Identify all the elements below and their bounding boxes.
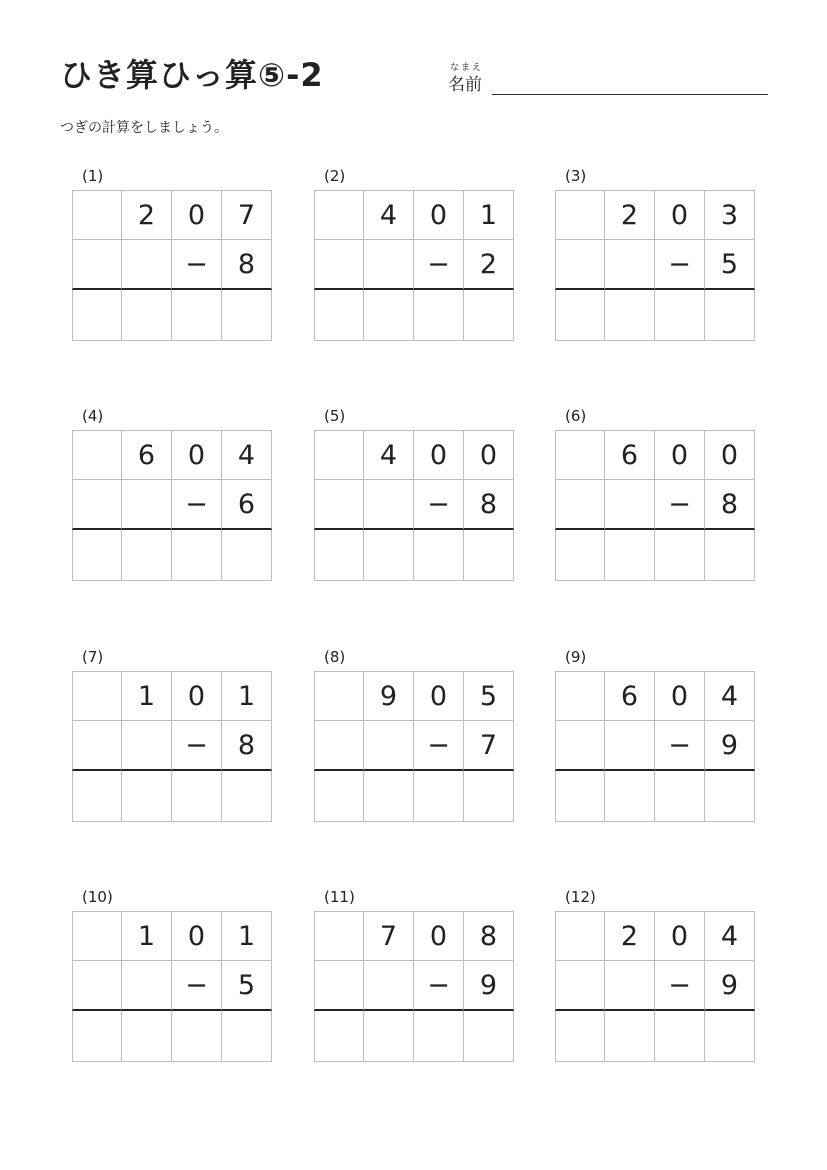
problem-label: (2)	[324, 167, 346, 185]
subtrahend-digit-cell	[555, 721, 605, 771]
minuend-digit-cell: 2	[605, 911, 655, 961]
minuend-digit-cell: 0	[655, 430, 705, 480]
minuend-digit-cell: 4	[705, 911, 755, 961]
minuend-digit-cell	[555, 430, 605, 480]
minuend-digit-cell	[314, 911, 364, 961]
answer-cell[interactable]	[172, 1011, 222, 1062]
minuend-digit-cell	[72, 430, 122, 480]
calculation-grid	[314, 911, 514, 1062]
answer-cell[interactable]	[705, 290, 755, 341]
answer-cell[interactable]	[555, 530, 605, 581]
problem-5	[314, 407, 514, 583]
answer-cell[interactable]	[605, 290, 655, 341]
subtrahend-digit-cell	[555, 961, 605, 1011]
minuend-digit-cell: 1	[464, 190, 514, 240]
minuend-digit-cell: 0	[172, 430, 222, 480]
minus-sign: −	[172, 480, 222, 530]
minus-sign: −	[172, 961, 222, 1011]
minuend-digit-cell: 1	[122, 671, 172, 721]
problem-4	[72, 407, 272, 583]
name-ruby: なまえ	[450, 63, 484, 73]
subtrahend-digit-cell	[364, 480, 414, 530]
answer-cell[interactable]	[605, 1011, 655, 1062]
subtrahend-digit-cell	[605, 961, 655, 1011]
calculation-grid	[72, 911, 272, 1062]
calculation-grid	[555, 430, 755, 581]
answer-cell[interactable]	[72, 530, 122, 581]
minuend-digit-cell: 0	[172, 190, 222, 240]
answer-cell[interactable]	[222, 290, 272, 341]
answer-cell[interactable]	[605, 771, 655, 822]
answer-cell[interactable]	[605, 530, 655, 581]
minuend-digit-cell	[314, 430, 364, 480]
minus-sign: −	[414, 240, 464, 290]
minuend-digit-cell: 6	[122, 430, 172, 480]
calculation-grid	[72, 671, 272, 822]
subtrahend-digit-cell: 8	[464, 480, 514, 530]
problem-label: (12)	[565, 888, 596, 906]
answer-cell[interactable]	[222, 1011, 272, 1062]
subtrahend-digit-cell	[122, 240, 172, 290]
problem-8	[314, 648, 514, 824]
problem-label: (10)	[82, 888, 113, 906]
answer-cell[interactable]	[705, 1011, 755, 1062]
subtrahend-digit-cell: 9	[705, 721, 755, 771]
subtrahend-digit-cell	[605, 721, 655, 771]
subtrahend-digit-cell: 7	[464, 721, 514, 771]
answer-cell[interactable]	[464, 1011, 514, 1062]
minuend-digit-cell: 0	[655, 190, 705, 240]
minus-sign: −	[655, 480, 705, 530]
answer-cell[interactable]	[655, 530, 705, 581]
subtrahend-digit-cell	[364, 721, 414, 771]
subtrahend-digit-cell: 9	[464, 961, 514, 1011]
problem-12	[555, 888, 755, 1064]
answer-cell[interactable]	[655, 1011, 705, 1062]
minus-sign: −	[414, 480, 464, 530]
answer-cell[interactable]	[464, 771, 514, 822]
answer-cell[interactable]	[222, 771, 272, 822]
minuend-digit-cell: 5	[464, 671, 514, 721]
subtrahend-digit-cell	[555, 240, 605, 290]
problem-label: (9)	[565, 648, 587, 666]
minuend-digit-cell: 1	[222, 911, 272, 961]
subtrahend-digit-cell: 8	[222, 721, 272, 771]
minuend-digit-cell: 8	[464, 911, 514, 961]
answer-cell[interactable]	[122, 1011, 172, 1062]
minuend-digit-cell: 3	[705, 190, 755, 240]
subtrahend-digit-cell	[72, 240, 122, 290]
minuend-digit-cell	[314, 190, 364, 240]
answer-cell[interactable]	[314, 1011, 364, 1062]
answer-cell[interactable]	[364, 1011, 414, 1062]
answer-cell[interactable]	[122, 290, 172, 341]
answer-cell[interactable]	[464, 290, 514, 341]
answer-cell[interactable]	[655, 771, 705, 822]
subtrahend-digit-cell	[122, 721, 172, 771]
problem-label: (1)	[82, 167, 104, 185]
answer-cell[interactable]	[172, 771, 222, 822]
subtrahend-digit-cell	[314, 961, 364, 1011]
minus-sign: −	[655, 721, 705, 771]
minuend-digit-cell	[314, 671, 364, 721]
problem-label: (4)	[82, 407, 104, 425]
minuend-digit-cell: 9	[364, 671, 414, 721]
subtrahend-digit-cell: 5	[705, 240, 755, 290]
answer-cell[interactable]	[364, 290, 414, 341]
answer-cell[interactable]	[555, 771, 605, 822]
problem-label: (11)	[324, 888, 355, 906]
subtrahend-digit-cell	[555, 480, 605, 530]
worksheet-title: ひき算ひっ算⑤-2	[60, 56, 324, 94]
problem-9	[555, 648, 755, 824]
minuend-digit-cell: 0	[464, 430, 514, 480]
calculation-grid	[555, 911, 755, 1062]
minuend-digit-cell	[72, 671, 122, 721]
minuend-digit-cell: 0	[172, 911, 222, 961]
answer-cell[interactable]	[314, 530, 364, 581]
minuend-digit-cell: 4	[364, 190, 414, 240]
minuend-digit-cell: 0	[414, 430, 464, 480]
minuend-digit-cell: 0	[172, 671, 222, 721]
minuend-digit-cell: 0	[414, 671, 464, 721]
answer-cell[interactable]	[705, 530, 755, 581]
answer-cell[interactable]	[414, 530, 464, 581]
name-write-line[interactable]	[492, 94, 768, 95]
minuend-digit-cell: 4	[705, 671, 755, 721]
subtrahend-digit-cell: 8	[222, 240, 272, 290]
minuend-digit-cell: 1	[222, 671, 272, 721]
minus-sign: −	[172, 240, 222, 290]
subtrahend-digit-cell	[605, 480, 655, 530]
minuend-digit-cell	[555, 911, 605, 961]
name-label: 名前	[448, 75, 482, 95]
problem-label: (7)	[82, 648, 104, 666]
answer-cell[interactable]	[555, 290, 605, 341]
answer-cell[interactable]	[414, 771, 464, 822]
calculation-grid	[555, 671, 755, 822]
problem-3	[555, 167, 755, 343]
calculation-grid	[314, 671, 514, 822]
subtrahend-digit-cell	[72, 721, 122, 771]
answer-cell[interactable]	[72, 771, 122, 822]
minus-sign: −	[655, 240, 705, 290]
answer-cell[interactable]	[364, 771, 414, 822]
minuend-digit-cell	[555, 190, 605, 240]
problem-2	[314, 167, 514, 343]
subtrahend-digit-cell	[72, 480, 122, 530]
minuend-digit-cell: 0	[655, 911, 705, 961]
minus-sign: −	[414, 721, 464, 771]
minuend-digit-cell: 6	[605, 430, 655, 480]
subtrahend-digit-cell	[122, 961, 172, 1011]
answer-cell[interactable]	[314, 290, 364, 341]
subtrahend-digit-cell	[364, 961, 414, 1011]
answer-cell[interactable]	[414, 290, 464, 341]
calculation-grid	[555, 190, 755, 341]
problem-label: (8)	[324, 648, 346, 666]
calculation-grid	[314, 190, 514, 341]
subtrahend-digit-cell	[314, 240, 364, 290]
problem-7	[72, 648, 272, 824]
answer-cell[interactable]	[172, 530, 222, 581]
answer-cell[interactable]	[122, 771, 172, 822]
minuend-digit-cell: 2	[605, 190, 655, 240]
calculation-grid	[314, 430, 514, 581]
minuend-digit-cell: 1	[122, 911, 172, 961]
subtrahend-digit-cell	[314, 480, 364, 530]
minus-sign: −	[414, 961, 464, 1011]
answer-cell[interactable]	[72, 290, 122, 341]
answer-cell[interactable]	[314, 771, 364, 822]
answer-cell[interactable]	[464, 530, 514, 581]
minuend-digit-cell: 7	[222, 190, 272, 240]
answer-cell[interactable]	[122, 530, 172, 581]
minuend-digit-cell: 2	[122, 190, 172, 240]
minus-sign: −	[655, 961, 705, 1011]
subtrahend-digit-cell: 8	[705, 480, 755, 530]
subtrahend-digit-cell	[72, 961, 122, 1011]
subtrahend-digit-cell: 2	[464, 240, 514, 290]
answer-cell[interactable]	[222, 530, 272, 581]
minuend-digit-cell: 0	[705, 430, 755, 480]
subtrahend-digit-cell: 6	[222, 480, 272, 530]
minuend-digit-cell	[72, 190, 122, 240]
problem-label: (5)	[324, 407, 346, 425]
minuend-digit-cell: 7	[364, 911, 414, 961]
minuend-digit-cell	[555, 671, 605, 721]
answer-cell[interactable]	[705, 771, 755, 822]
calculation-grid	[72, 430, 272, 581]
subtrahend-digit-cell	[364, 240, 414, 290]
answer-cell[interactable]	[414, 1011, 464, 1062]
problem-11	[314, 888, 514, 1064]
answer-cell[interactable]	[555, 1011, 605, 1062]
subtrahend-digit-cell: 5	[222, 961, 272, 1011]
minuend-digit-cell: 0	[655, 671, 705, 721]
minuend-digit-cell: 0	[414, 190, 464, 240]
problem-1	[72, 167, 272, 343]
subtrahend-digit-cell	[605, 240, 655, 290]
minuend-digit-cell	[72, 911, 122, 961]
minuend-digit-cell: 0	[414, 911, 464, 961]
problem-6	[555, 407, 755, 583]
problem-label: (6)	[565, 407, 587, 425]
minuend-digit-cell: 4	[364, 430, 414, 480]
instruction-text: つぎの計算をしましょう。	[60, 120, 228, 136]
subtrahend-digit-cell	[122, 480, 172, 530]
calculation-grid	[72, 190, 272, 341]
subtrahend-digit-cell	[314, 721, 364, 771]
minuend-digit-cell: 4	[222, 430, 272, 480]
problem-10	[72, 888, 272, 1064]
name-field-block	[448, 60, 768, 98]
problem-label: (3)	[565, 167, 587, 185]
answer-cell[interactable]	[364, 530, 414, 581]
answer-cell[interactable]	[655, 290, 705, 341]
minus-sign: −	[172, 721, 222, 771]
minuend-digit-cell: 6	[605, 671, 655, 721]
subtrahend-digit-cell: 9	[705, 961, 755, 1011]
answer-cell[interactable]	[72, 1011, 122, 1062]
answer-cell[interactable]	[172, 290, 222, 341]
